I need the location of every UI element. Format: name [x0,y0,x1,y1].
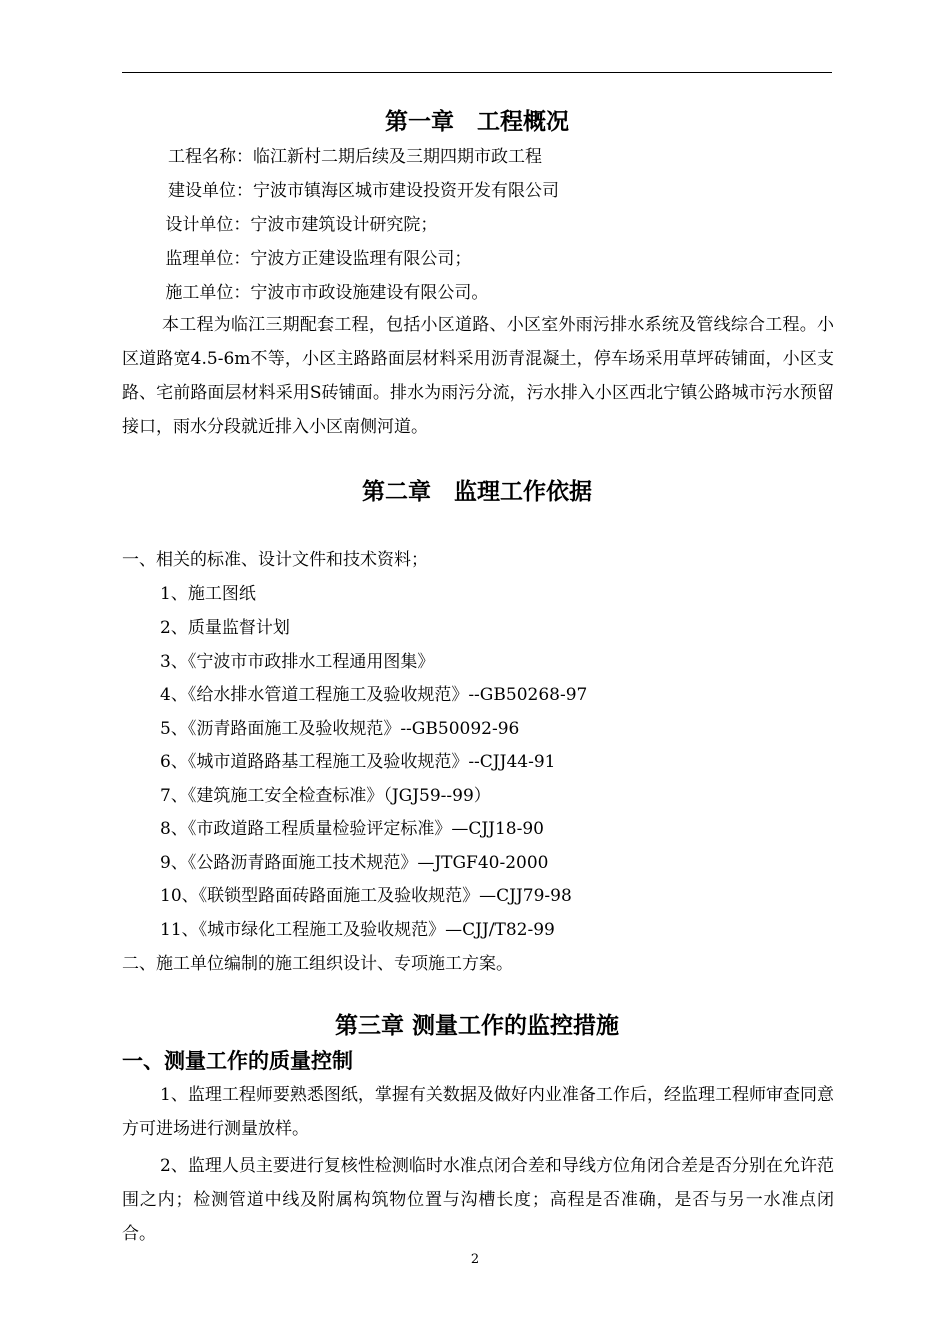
basis-item: 一、相关的标准、设计文件和技术资料； [122,550,428,570]
list-item: 11、《城市绿化工程施工及验收规范》—CJJ/T82-99 [160,920,555,940]
chapter-1-title: 第一章 工程概况 [385,109,569,135]
list-item: 2、质量监督计划 [160,618,290,638]
list-item: 5、《沥青路面施工及验收规范》--GB50092-96 [160,719,520,739]
basis-item: 二、施工单位编制的施工组织设计、专项施工方案。 [122,954,513,974]
chapter-2-title: 第二章 监理工作依据 [362,479,592,505]
project-field: 设计单位：宁波市建筑设计研究院； [160,215,438,235]
body-paragraph: 1、监理工程师要熟悉图纸，掌握有关数据及做好内业准备工作后，经监理工程师审查同意方可进场进行测量放样。 [122,1085,834,1139]
body-paragraph: 2、监理人员主要进行复核性检测临时水准点闭合差和导线方位角闭合差是否分别在允许范围之内；检测管道中线及附属构筑物位置与沟槽长度；高程是否准确，是否与另一水准点闭合。 [122,1156,834,1244]
list-item: 7、《建筑施工安全检查标准》（JGJ59--99） [160,786,491,806]
project-field: 工程名称：临江新村二期后续及三期四期市政工程 [168,147,542,167]
project-field: 施工单位：宁波市市政设施建设有限公司。 [160,283,489,303]
list-item: 1、施工图纸 [160,584,256,604]
overview-paragraph: 本工程为临江三期配套工程，包括小区道路、小区室外雨污排水系统及管线综合工程。小区道路宽4.5-6m不等，小区主路路面层材料采用沥青混凝土，停车场采用草坪砖铺面，小区支路、宅前路面层材料采用S砖铺面。排水为雨污分流，污水排入小区西北宁镇公路城市污水预留接口，雨水分段就近排入小区南侧河道。 [122,315,834,437]
list-item: 9、《公路沥青路面施工技术规范》—JTGF40-2000 [160,853,549,873]
list-item: 6、《城市道路路基工程施工及验收规范》--CJJ44-91 [160,752,556,772]
section-heading: 一、测量工作的质量控制 [122,1049,353,1073]
list-item: 8、《市政道路工程质量检验评定标准》—CJJ18-90 [160,819,544,839]
list-item: 4、《给水排水管道工程施工及验收规范》--GB50268-97 [160,685,588,705]
list-item: 10、《联锁型路面砖路面施工及验收规范》—CJJ79-98 [160,886,572,906]
list-item: 3、《宁波市市政排水工程通用图集》 [160,652,435,672]
project-field: 建设单位：宁波市镇海区城市建设投资开发有限公司 [168,181,559,201]
page-number: 2 [470,1252,480,1267]
project-field: 监理单位：宁波方正建设监理有限公司； [160,249,472,269]
header-rule [122,72,832,73]
chapter-3-title: 第三章 测量工作的监控措施 [334,1013,619,1039]
